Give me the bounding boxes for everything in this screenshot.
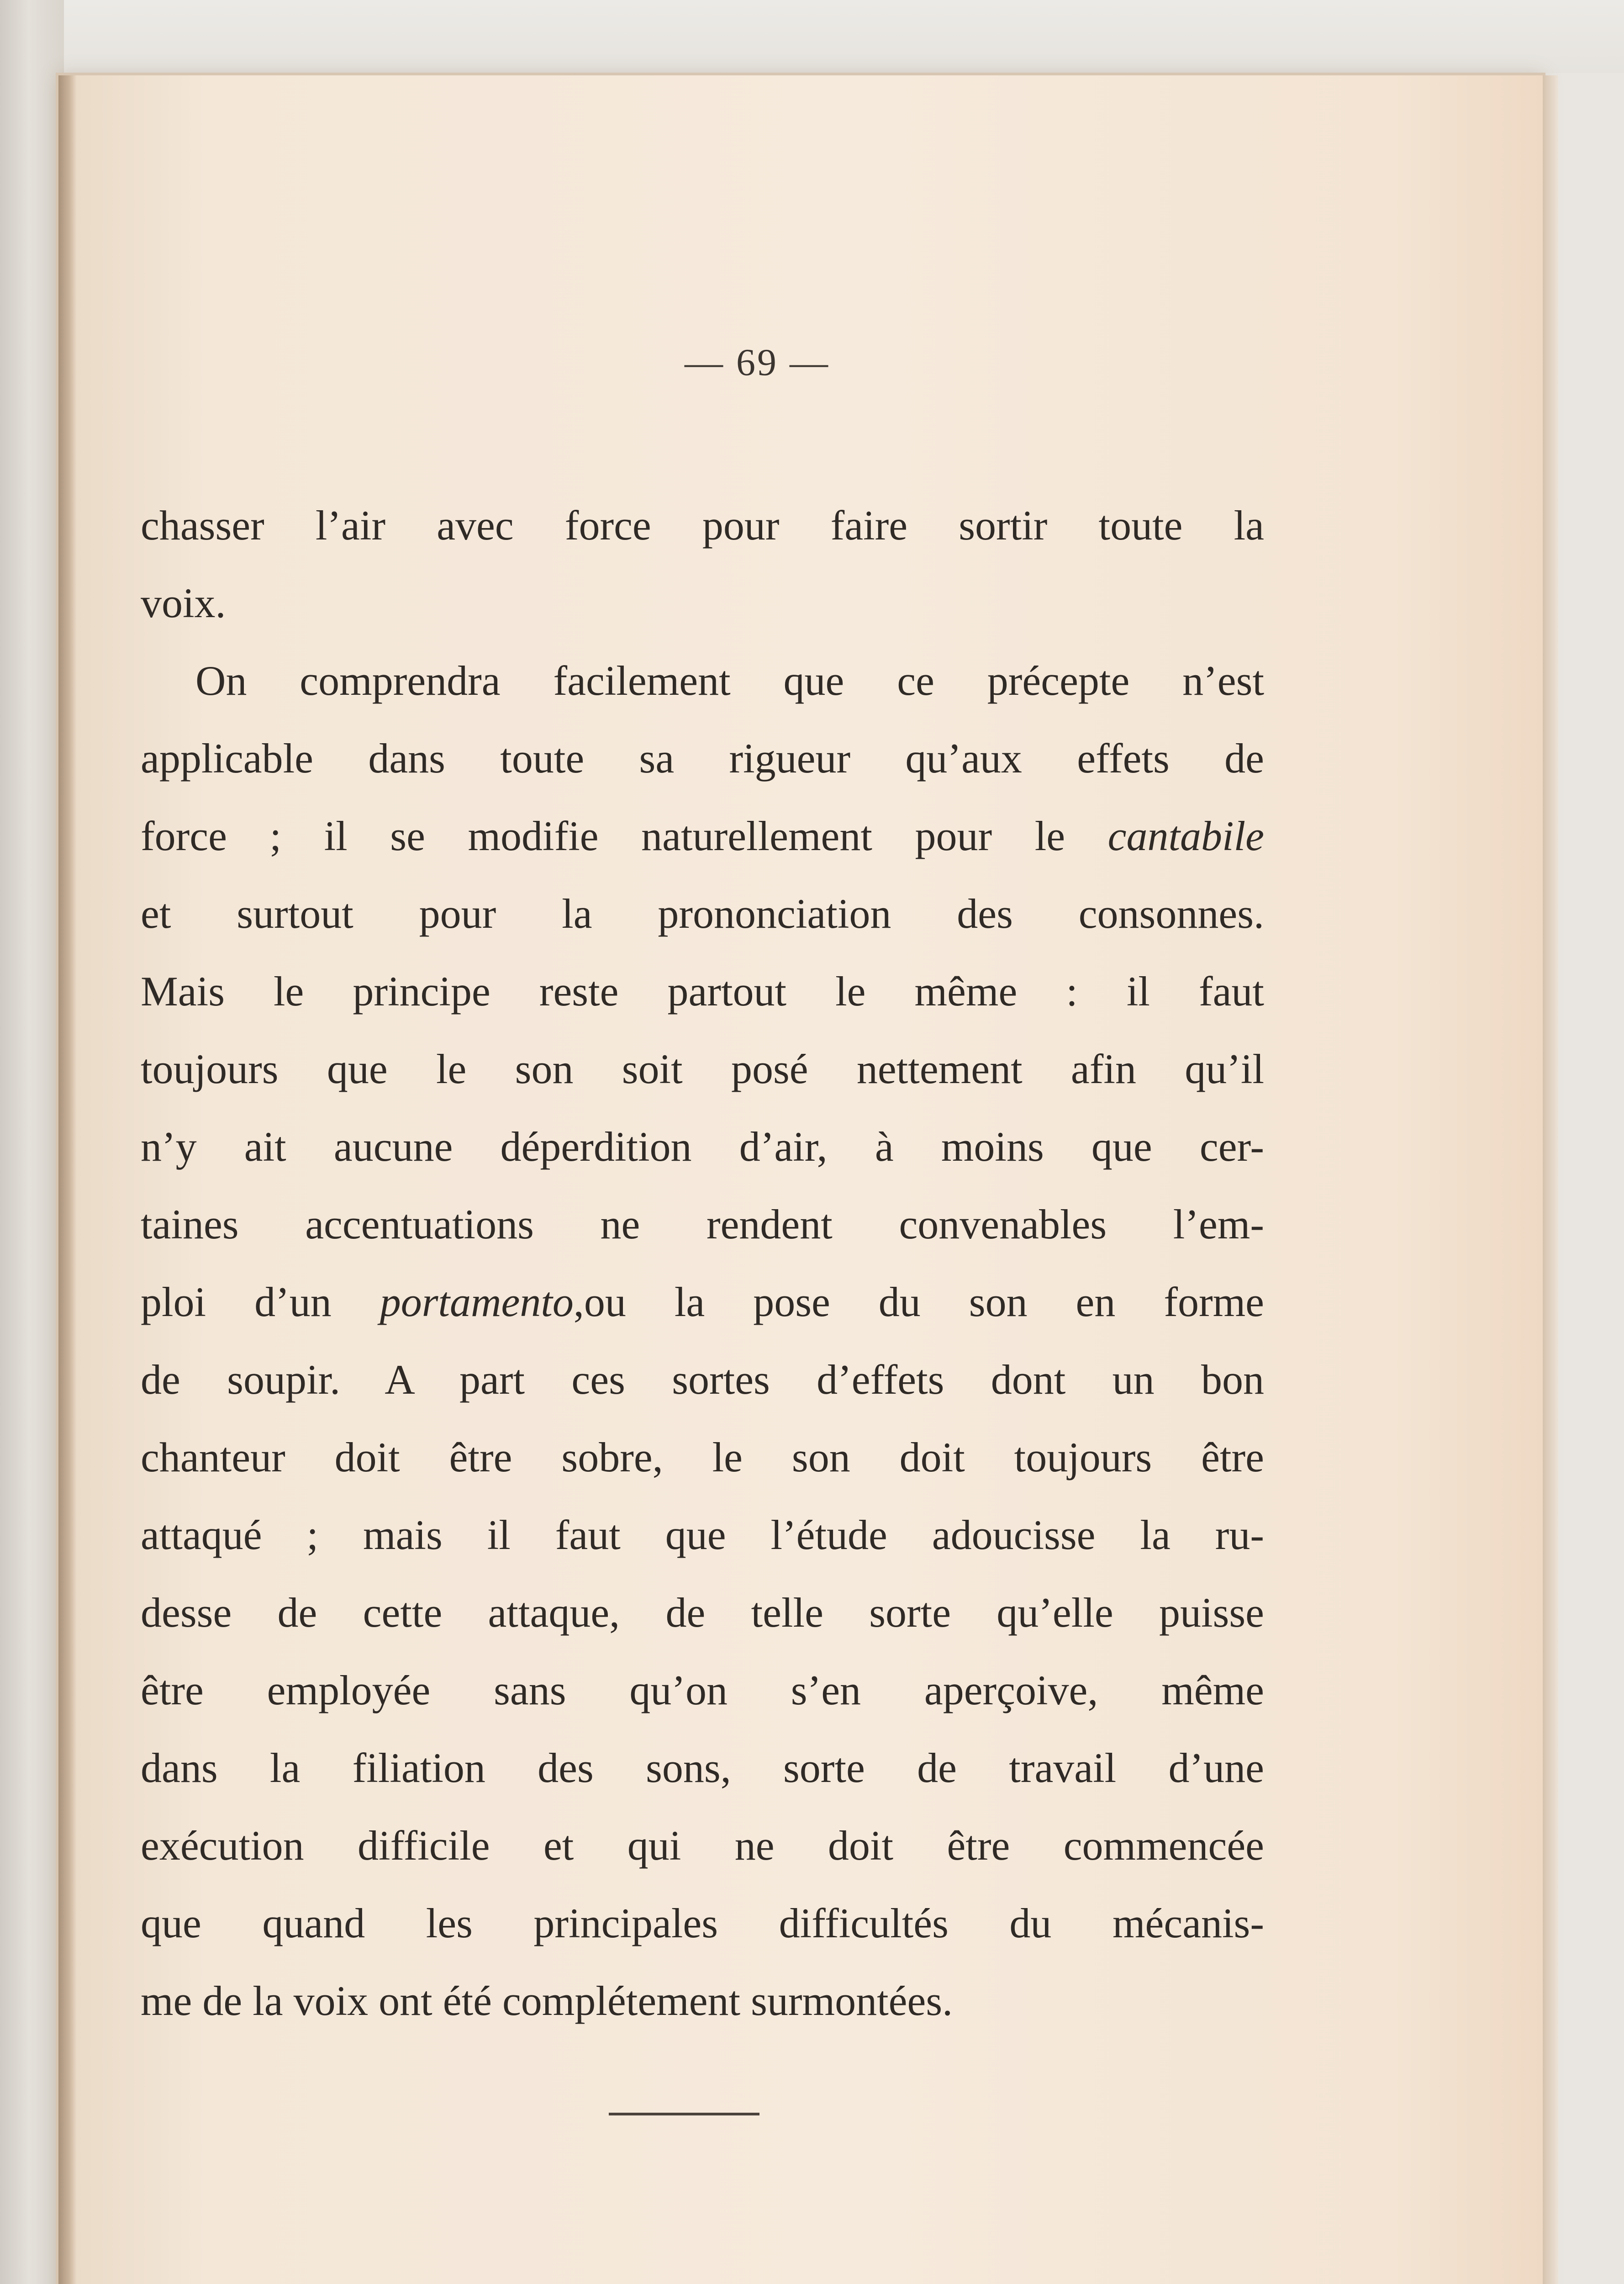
- text-line: [141, 1651, 1264, 1729]
- text-run: de soupir. A part ces sortes d’effets dont un bon: [141, 1356, 1264, 1403]
- text-line: [141, 642, 1264, 719]
- text-run: et surtout pour la prononciation des consonnes.: [141, 890, 1264, 937]
- text-run: exécution difficile et qui ne doit être commencée: [141, 1822, 1264, 1869]
- italic-term: portamento: [380, 1279, 574, 1325]
- text-line: [141, 797, 1264, 875]
- text-run: ploi d’un: [141, 1279, 380, 1325]
- text-line: [141, 1185, 1264, 1263]
- text-line: [141, 1030, 1264, 1108]
- italic-term: cantabile: [1107, 813, 1264, 859]
- text-run: chasser l’air avec force pour faire sortir toute la: [141, 502, 1264, 549]
- text-run: chanteur doit être sobre, le son doit toujours être: [141, 1434, 1264, 1480]
- text-line: [141, 875, 1264, 952]
- text-run: applicable dans toute sa rigueur qu’aux effets de: [141, 735, 1264, 782]
- book-page: [58, 75, 1543, 2284]
- page-number: [58, 340, 1543, 385]
- text-line: [141, 1418, 1264, 1496]
- scan-background-left: [0, 0, 64, 2284]
- text-line: [141, 486, 1264, 564]
- text-line: [141, 1341, 1264, 1418]
- text-line: [141, 1729, 1264, 1807]
- text-run: On comprendra facilement que ce précepte n’est: [195, 657, 1264, 704]
- text-line: [141, 1108, 1264, 1185]
- text-line: [141, 1574, 1264, 1651]
- section-separator-rule: [609, 2113, 759, 2115]
- text-run: desse de cette attaque, de telle sorte qu’elle puisse: [141, 1589, 1264, 1636]
- text-run: que quand les principales difficultés du mécanis-: [141, 1900, 1264, 1946]
- text-run: toujours que le son soit posé nettement afin qu’il: [141, 1046, 1264, 1092]
- page-edge: [1543, 75, 1558, 2284]
- text-run: être employée sans qu’on s’en aperçoive, même: [141, 1667, 1264, 1713]
- body-text: [141, 486, 1264, 2040]
- text-run: ,ou la pose du son en forme: [573, 1279, 1264, 1325]
- text-run: force ; il se modifie naturellement pour le: [141, 813, 1108, 859]
- text-run: attaqué ; mais il faut que l’étude adoucisse la ru-: [141, 1512, 1264, 1558]
- page-number-text: — 69 —: [685, 341, 830, 384]
- text-line: [141, 564, 1264, 642]
- text-line: [141, 1263, 1264, 1341]
- text-line: [141, 1884, 1264, 1962]
- scan-background-top: [0, 0, 1624, 73]
- text-run: me de la voix ont été complétement surmontées.: [141, 1977, 953, 2024]
- text-run: Mais le principe reste partout le même : il faut: [141, 968, 1264, 1015]
- page-spine-shadow: [58, 75, 77, 2284]
- text-run: voix.: [141, 580, 226, 626]
- text-line: [141, 952, 1264, 1030]
- text-line: [141, 1807, 1264, 1884]
- text-line: [141, 719, 1264, 797]
- text-line: [141, 1962, 1264, 2040]
- text-run: taines accentuations ne rendent convenables l’em-: [141, 1201, 1264, 1248]
- text-run: dans la filiation des sons, sorte de travail d’une: [141, 1745, 1264, 1791]
- text-run: n’y ait aucune déperdition d’air, à moins que cer-: [141, 1123, 1264, 1170]
- text-line: [141, 1496, 1264, 1574]
